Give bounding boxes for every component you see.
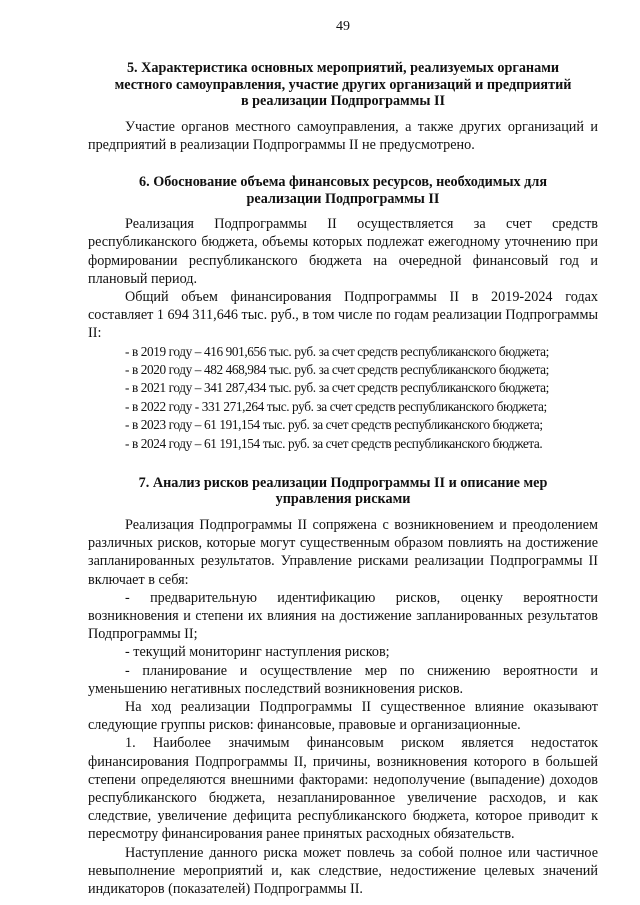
risk-management-item: - предварительную идентификацию рисков, оценку вероятности возникновения и степени их влияния на достижение запланированных результатов Подпрограммы II; [88, 589, 598, 643]
section-6-paragraph-2: Общий объем финансирования Подпрограммы II в 2019-2024 годах составляет 1 694 311,646 тыс. руб., в том числе по годам реализации Подпрограммы II: [88, 288, 598, 342]
list-item: - в 2021 году – 341 287,434 тыс. руб. за счет средств республиканского бюджета; [125, 380, 549, 396]
funding-by-year-list [88, 343, 598, 453]
heading-line: 5. Характеристика основных мероприятий, реализуемых органами [126, 60, 560, 77]
list-item: - в 2022 году - 331 271,264 тыс. руб. за счет средств республиканского бюджета; [125, 398, 547, 414]
section-5-heading [88, 60, 598, 110]
heading-line: 7. Анализ рисков реализации Подпрограммы II и описание мер [138, 474, 548, 491]
list-item: - в 2020 году – 482 468,984 тыс. руб. за счет средств республиканского бюджета; [125, 361, 549, 377]
heading-line: 6. Обоснование объема финансовых ресурсов, необходимых для [139, 174, 547, 191]
heading-line: реализации Подпрограммы II [246, 190, 440, 207]
heading-line: местного самоуправления, участие других организаций и предприятий [114, 76, 572, 93]
risk-management-item: - текущий мониторинг наступления рисков; [125, 644, 390, 661]
list-item: - в 2019 году – 416 901,656 тыс. руб. за счет средств республиканского бюджета; [125, 343, 549, 359]
section-6-heading [88, 174, 598, 207]
section-6-paragraph-1: Реализация Подпрограммы II осуществляется за счет средств республиканского бюджета, объемы которых подлежат ежегодному уточнению при формировании республиканского бюджета на очередной финансовый год и плановый период. [88, 216, 598, 287]
heading-line: в реализации Подпрограммы II [240, 93, 446, 110]
section-7-paragraph-3: 1. Наиболее значимым финансовым риском является недостаток финансирования Подпрограммы II, причины, возникновения которого в большей степени определяются внешними факторами: недополучение (выпадение) доходов республиканского бюджета, незапланированное увеличение расходов, и как следствие, увеличение дефицита республиканского бюджета, которое приводит к пересмотру финансирования ранее принятых расходных обязательств. [88, 735, 598, 843]
section-5-paragraph: Участие органов местного самоуправления, а также других организаций и предприятий в реализации Подпрограммы II не предусмотрено. [88, 118, 598, 153]
risk-management-item: - планирование и осуществление мер по снижению вероятности и уменьшению негативных последствий возникновения рисков. [88, 662, 598, 697]
list-item: - в 2024 году – 61 191,154 тыс. руб. за счет средств республиканского бюджета. [125, 435, 543, 451]
section-7-paragraph-4: Наступление данного риска может повлечь за собой полное или частичное невыполнение мероприятий и, как следствие, недостижение целевых значений индикаторов (показателей) Подпрограммы II. [88, 844, 598, 898]
section-7-paragraph-2: На ход реализации Подпрограммы II существенное влияние оказывают следующие группы рисков: финансовые, правовые и организационные. [88, 699, 598, 734]
heading-line: управления рисками [275, 491, 411, 508]
section-7-heading [88, 475, 598, 508]
list-item: - в 2023 году – 61 191,154 тыс. руб. за счет средств республиканского бюджета; [125, 417, 543, 433]
section-7-paragraph-1: Реализация Подпрограммы II сопряжена с возникновением и преодолением различных рисков, которые могут существенным образом повлиять на достижение запланированных результатов. Управление рисками реализации Подпрограммы II включает в себя: [88, 516, 598, 588]
page-number: 49 [336, 19, 350, 34]
